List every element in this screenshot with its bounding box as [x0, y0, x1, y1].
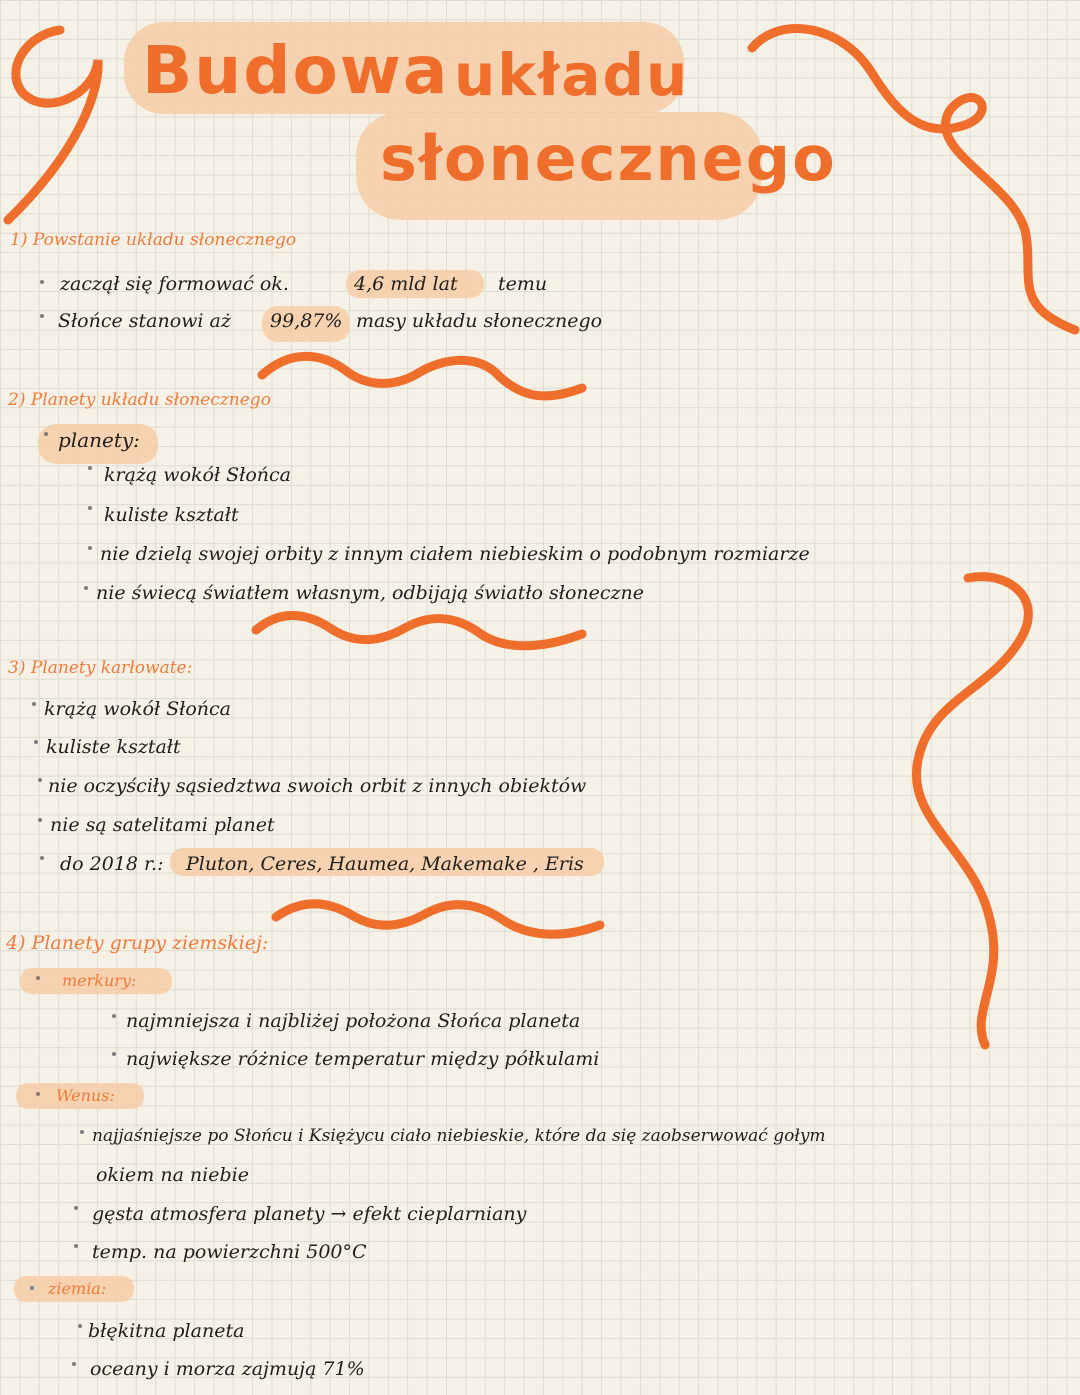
section4-heading: 4) Planety grupy ziemskiej: — [6, 932, 269, 954]
swirl-top-left — [8, 30, 98, 220]
bullet — [36, 976, 40, 980]
wenus-item-2: gęsta atmosfera planety → efekt cieplarniany — [92, 1203, 527, 1225]
bullet — [34, 740, 38, 744]
section1-item-1b: 4,6 mld lat — [354, 273, 458, 295]
bullet — [40, 314, 44, 318]
section2-item-4: nie świecą światłem własnym, odbijają światło słoneczne — [96, 582, 644, 604]
bullet — [40, 280, 44, 284]
bullet — [78, 1324, 82, 1328]
wenus-item-1-cont: okiem na niebie — [96, 1164, 249, 1186]
bullet — [36, 1092, 40, 1096]
bullet — [74, 1206, 78, 1210]
bullet — [88, 546, 92, 550]
section1-item-2a: Słońce stanowi aż — [58, 310, 231, 332]
section2-item-1: krążą wokół Słońca — [104, 464, 291, 486]
wenus-item-3: temp. na powierzchni 500°C — [92, 1241, 367, 1263]
title-line1-b: układu — [454, 41, 690, 109]
bullet — [44, 432, 48, 436]
merkury-label: merkury: — [62, 971, 137, 990]
section3-item-2: kuliste kształt — [46, 736, 181, 758]
bullet — [30, 1286, 34, 1290]
section3-item-3: nie oczyściły sąsiedztwa swoich orbit z innych obiektów — [48, 775, 587, 797]
bullet — [72, 1362, 76, 1366]
bullet — [88, 466, 92, 470]
section3-dwarf-list: Pluton, Ceres, Haumea, Makemake , Eris — [186, 853, 584, 875]
bullet — [112, 1052, 116, 1056]
section2-item-2: kuliste kształt — [104, 504, 239, 526]
bullet — [84, 586, 88, 590]
section3-item-5: do 2018 r.: — [60, 853, 164, 875]
bullet — [40, 856, 44, 860]
wenus-label: Wenus: — [56, 1086, 115, 1105]
section3-heading: 3) Planety karłowate: — [8, 658, 193, 678]
wave-separator-3 — [276, 904, 600, 934]
ziemia-label: ziemia: — [48, 1279, 107, 1298]
title-line2: słonecznego — [380, 122, 837, 195]
bullet — [38, 818, 42, 822]
section1-item-1c: temu — [498, 273, 548, 295]
section2-item-3: nie dzielą swojej orbity z innym ciałem niebieskim o podobnym rozmiarze — [100, 543, 810, 565]
section1-item-2b: 99,87% — [270, 310, 343, 332]
section3-item-1: krążą wokół Słońca — [44, 698, 231, 720]
merkury-item-1: najmniejsza i najbliżej położona Słońca planeta — [126, 1010, 581, 1032]
merkury-item-2: największe różnice temperatur między półkulami — [126, 1048, 600, 1070]
ziemia-item-1: błękitna planeta — [88, 1320, 245, 1342]
bullet — [38, 778, 42, 782]
section1-item-1a: zaczął się formować ok. — [60, 273, 289, 295]
bullet — [80, 1130, 84, 1134]
bullet — [112, 1014, 116, 1018]
section2-heading: 2) Planety układu słonecznego — [8, 390, 271, 410]
section3-item-4: nie są satelitami planet — [50, 814, 275, 836]
section2-label: planety: — [58, 428, 140, 452]
ziemia-item-2: oceany i morza zajmują 71% — [90, 1358, 365, 1380]
swirl-right — [916, 577, 1028, 1045]
wenus-item-1: najjaśniejsze po Słońcu i Księżycu ciało niebieskie, które da się zaobserwować gołym — [92, 1126, 826, 1146]
bullet — [88, 506, 92, 510]
wave-separator-2 — [256, 616, 582, 646]
bullet — [32, 702, 36, 706]
wave-separator-1 — [262, 356, 582, 396]
section1-item-2c: masy układu słonecznego — [356, 310, 603, 332]
section1-heading: 1) Powstanie układu słonecznego — [10, 230, 297, 250]
title-line1-a: Budowa — [142, 32, 450, 109]
bullet — [74, 1244, 78, 1248]
